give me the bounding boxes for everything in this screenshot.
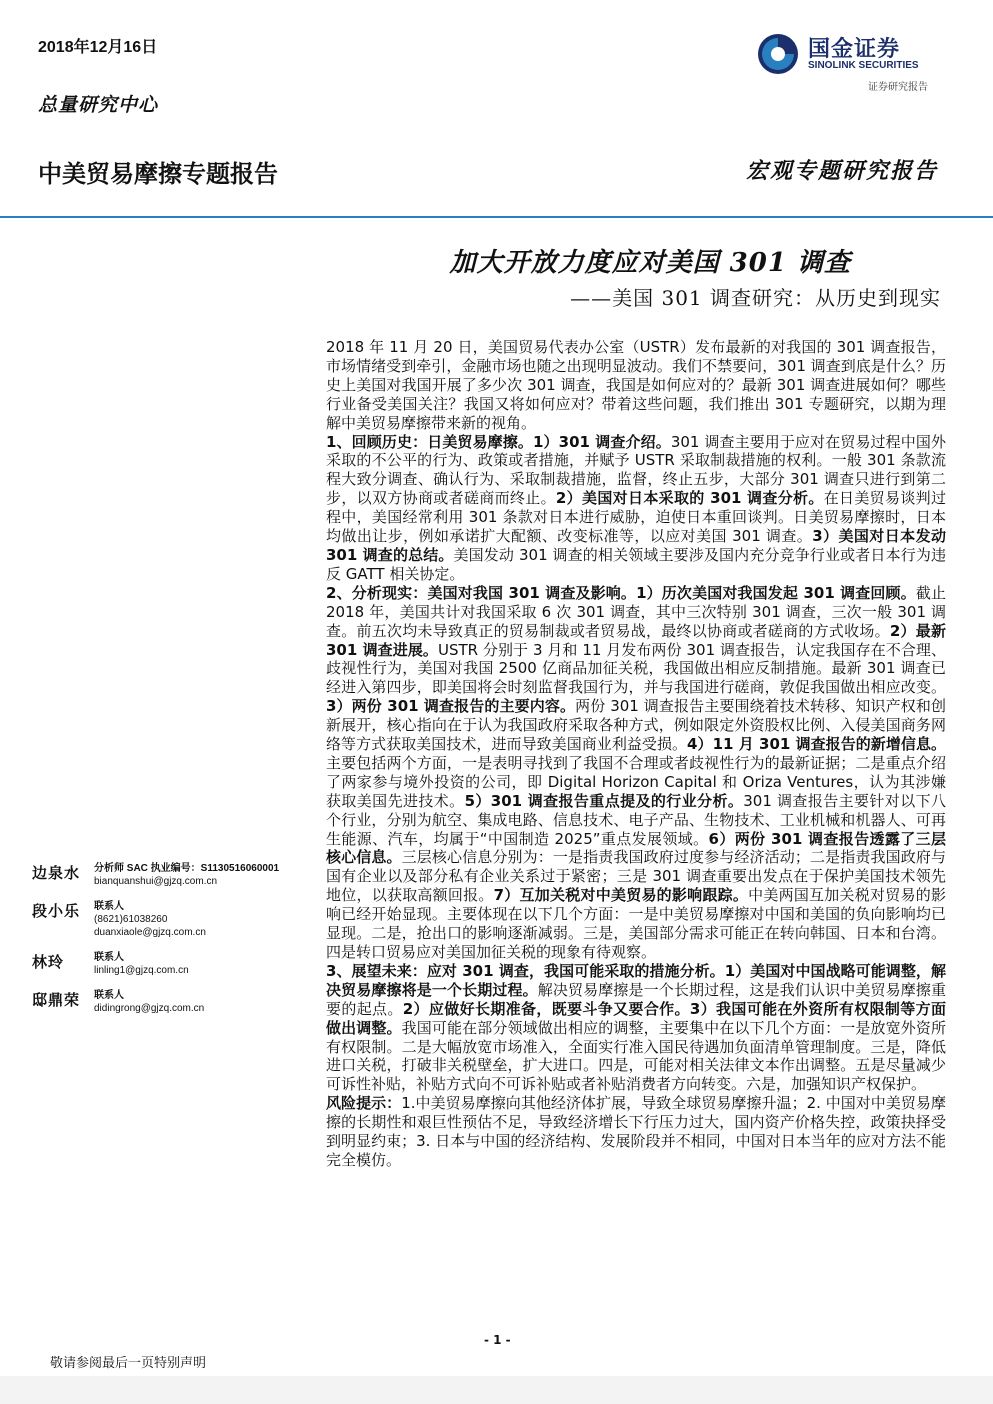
point-heading: 7）互加关税对中美贸易的影响跟踪。 (493, 886, 749, 905)
point-heading: 1）历次美国对我国发起 301 调查回顾。 (636, 583, 916, 602)
author-role: 分析师 SAC 执业编号：S1130516060001 (94, 863, 280, 874)
point-heading: 1）美国对中国战略可能调整，解决贸易摩擦将是一个长期过程。 (326, 961, 946, 999)
point-text: 三层核心信息分别为：一是指责我国政府过度参与经济活动；二是指责我国政府与国有企业以及部分私有企业关系过于紧密；三是 301 调查重要出发点在于保护美国技术领先地位，以获取高额回报。 (326, 848, 946, 905)
logo-subtitle: 证券研究报告 (868, 82, 928, 93)
report-topic: 中美贸易摩擦专题报告 (38, 160, 278, 188)
author-role: 联系人 (94, 990, 124, 1001)
risk-heading: 风险提示： (326, 1094, 402, 1113)
research-center: 总量研究中心 (38, 94, 159, 116)
point-text: USTR 分别于 3 月和 11 月发布两份 301 调查报告，认定我国存在不合理、歧视性行为，美国对我国 2500 亿商品加征关税，我国做出相应反制措施。最新 301 调查已经进入第四步，即美国将会时刻监督我国行为，并与我国进行磋商，敦促我国做出相应改变。 (326, 640, 946, 697)
report-body (326, 338, 946, 1170)
point-heading: 4）11 月 301 调查报告的新增信息。 (687, 735, 946, 754)
author-name: 林玲 (32, 953, 65, 971)
author-list (32, 862, 312, 1027)
intro-paragraph: 2018 年 11 月 20 日，美国贸易代表办公室（USTR）发布最新的对我国的 301 调查报告，市场情绪受到牵引，金融市场也随之出现明显波动。我们不禁要问，301 调查到底是什么？历史上美国对我国开展了多少次 301 调查，我国是如何应对的？最新 301 调查进展如何？哪些行业备受美国关注？我国又将如何应对？带着这些问题，我们推出 301 专题研究，以期为理解中美贸易摩擦带来新的视角。 (326, 338, 946, 432)
point-text: 301 调查报告主要针对以下八个行业，分别为航空、集成电路、信息技术、电子产品、生物技术、工业机械和机器人、可再生能源、汽车，均属于“中国制造 2025”重点发展领域。 (326, 791, 946, 848)
report-date: 2018年12月16日 (38, 39, 158, 56)
point-heading: 2）最新 301 调查进展。 (326, 621, 946, 659)
section-3-paragraph (326, 962, 946, 1094)
logo-name-en: SINOLINK SECURITIES (808, 60, 919, 71)
point-heading: 3）两份 301 调查报告的主要内容。 (326, 697, 576, 716)
point-text: 主要包括两个方面，一是表明寻找到了我国不合理或者歧视性行为的最新证据；二是重点介绍了两家参与境外投资的公司，即 Digital Horizon Capital 和 Oriza Ventures，认为其涉嫌获取美国先进技术。 (326, 753, 946, 810)
point-text: 美国发动 301 调查的相关领域主要涉及国内充分竞争行业或者日本行为违反 GATT 相关协定。 (326, 545, 946, 583)
point-text: 我国可能在部分领域做出相应的调整，主要集中在以下几个方面：一是放宽外资所有权限制。二是大幅放宽市场准入，全面实行准入国民待遇加负面清单管理制度。三是，降低进口关税，打破非关税壁垒，扩大进口。四是，可能对相关法律文本作出调整。五是尽量减少可诉性补贴，补贴方式向不可诉补贴或者补贴消费者方向转变。六是，加强知识产权保护。 (326, 1018, 946, 1094)
point-text: 截止 2018 年，美国共计对我国采取 6 次 301 调查，其中三次特别 301 调查，三次一般 301 调查。前五次均未导致真正的贸易制裁或者贸易战，最终以协商或者磋商的方式收场。 (326, 583, 946, 640)
author-email[interactable]: linling1@gjzq.com.cn (94, 965, 189, 976)
point-heading: 6）两份 301 调查报告透露了三层核心信息。 (326, 829, 946, 867)
author-name: 段小乐 (32, 902, 81, 920)
report-title: 加大开放力度应对美国 301 调查 (449, 248, 851, 278)
header-divider (0, 216, 993, 218)
author-entry (32, 900, 312, 939)
point-text: 两份 301 调查报告主要围绕着技术转移、知识产权和创新展开，核心指向在于认为我国政府采取各种方式，例如限定外资股权比例、入侵美国商务网络等方式获取美国技术，进而导致美国商业利益受损。 (326, 697, 946, 754)
footer-disclaimer: 敬请参阅最后一页特别声明 (50, 1356, 207, 1371)
author-entry (32, 862, 312, 888)
footer-band (0, 1376, 993, 1404)
author-name: 边泉水 (32, 864, 81, 882)
point-text: 解决贸易摩擦是一个长期过程，这是我们认识中美贸易摩擦重要的起点。 (326, 980, 946, 1018)
author-email[interactable]: didingrong@gjzq.com.cn (94, 1003, 205, 1014)
report-subtitle: ——美国 301 调查研究：从历史到现实 (570, 286, 941, 310)
point-heading: 3）美国对日本发动 301 调查的总结。 (326, 527, 946, 564)
logo-mark-icon (756, 32, 800, 76)
risk-text: 1.中美贸易摩擦向其他经济体扩展，导致全球贸易摩擦升温；2. 中国对中美贸易摩擦的长期性和艰巨性预估不足，导致经济增长下行压力过大，国内资产价格失控，政策抉择受到明显约束；3. 日本与中国的经济结构、发展阶段并不相同，中国对日本当年的应对方法不能完全模仿。 (326, 1094, 946, 1169)
section-heading: 1、回顾历史：日美贸易摩擦。 (326, 432, 533, 451)
section-heading: 2、分析现实：美国对我国 301 调查及影响。 (326, 583, 637, 602)
author-email[interactable]: duanxiaole@gjzq.com.cn (94, 927, 206, 938)
point-heading: 2）应做好长期准备，既要斗争又要合作。 (402, 999, 690, 1018)
report-type: 宏观专题研究报告 (745, 158, 938, 184)
point-text: 在日美贸易谈判过程中，美国经常利用 301 条款对日本进行威胁，迫使日本重回谈判。日美贸易摩擦时，日本均做出让步，例如承诺扩大配额、改变标准等，以应对美国 301 调查。 (326, 489, 946, 546)
author-role: 联系人 (94, 901, 124, 912)
page-number: - 1 - (484, 1333, 511, 1347)
risk-paragraph (326, 1094, 946, 1170)
author-email[interactable]: bianquanshui@gjzq.com.cn (94, 876, 218, 887)
section-heading: 3、展望未来：应对 301 调查，我国可能采取的措施分析。 (326, 961, 725, 980)
point-heading: 1）301 调查介绍。 (532, 432, 671, 451)
author-name: 邸鼎荣 (32, 991, 81, 1009)
point-heading: 2）美国对日本采取的 301 调查分析。 (555, 489, 824, 508)
section-2-paragraph (326, 584, 946, 962)
section-1-paragraph (326, 433, 946, 584)
point-text: 中美两国互加关税对贸易的影响已经开始显现。主要体现在以下几个方面：一是中美贸易摩擦对中国和美国的负向影响均已显现。二是，抢出口的影响逐渐减弱。三是，美国部分需求可能正在转向韩国、日本和台湾。四是转口贸易应对美国加征关税的现象有待观察。 (326, 886, 946, 961)
logo-name-cn: 国金证券 (808, 37, 901, 62)
author-entry (32, 989, 312, 1015)
point-heading: 5）301 调查报告重点提及的行业分析。 (464, 791, 744, 810)
author-role: 联系人 (94, 952, 124, 963)
point-text: 301 调查主要用于应对在贸易过程中国外采取的不公平的行为、政策或者措施，并赋予 USTR 采取制裁措施的权利。一般 301 条款流程大致分调查、确认行为、采取制裁措施，监督，终止五步，大部分 301 调查只进行到第二步，以双方协商或者磋商而终止。 (326, 432, 946, 508)
point-heading: 3）我国可能在外资所有权限制等方面做出调整。 (326, 999, 946, 1037)
author-phone: (8621)61038260 (94, 914, 168, 925)
author-entry (32, 951, 312, 977)
